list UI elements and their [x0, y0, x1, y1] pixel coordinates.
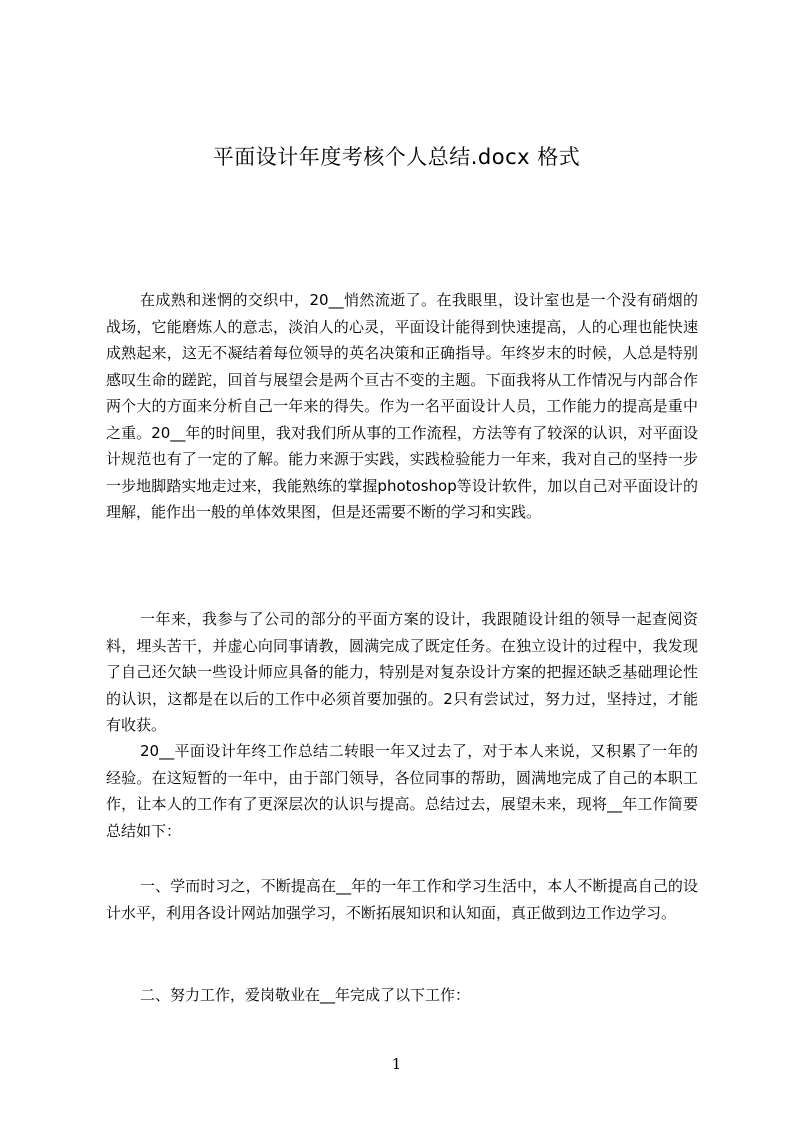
document-title: 平面设计年度考核个人总结.docx 格式 — [212, 145, 581, 169]
page-number: 1 — [391, 1055, 402, 1073]
paragraph-4: 一、学而时习之，不断提高在__年的一年工作和学习生活中，本人不断提高自己的设计水平，利用各设计网站加强学习，不断拓展知识和认知面，真正做到边工作边学习。 — [106, 877, 698, 922]
paragraph-3: 20__平面设计年终工作总结二转眼一年又过去了，对于本人来说，又积累了一年的经验。在这短暂的一年中，由于部门领导，各位同事的帮助，圆满地完成了自己的本职工作，让本人的工作有了更深层次的认识与提高。总结过去，展望未来，现将__年工作简要总结如下： — [106, 742, 698, 840]
paragraph-5: 二、努力工作，爱岗敬业在__年完成了以下工作： — [140, 986, 471, 1004]
paragraph-1: 在成熟和迷惘的交织中，20__悄然流逝了。在我眼里，设计室也是一个没有硝烟的战场，它能磨炼人的意志，淡泊人的心灵，平面设计能得到快速提高，人的心理也能快速成熟起来，这无不凝结着每位领导的英名决策和正确指导。年终岁末的时候，人总是特别感叹生命的蹉跎，回首与展望会是两个亘古不变的主题。下面我将从工作情况与内部合作两个大的方面来分析自己一年来的得失。作为一名平面设计人员，工作能力的提高是重中之重。20__年的时间里，我对我们所从事的工作流程，方法等有了较深的认识，对平面设计规范也有了一定的了解。能力来源于实践，实践检验能力一年来，我对自己的坚持一步一步地脚踏实地走过来，我能熟练的掌握photoshop等设计软件，加以自己对平面设计的理解，能作出一般的单体效果图，但是还需要不断的学习和实践。 — [106, 291, 698, 521]
paragraph-2: 一年来，我参与了公司的部分的平面方案的设计，我跟随设计组的领导一起查阅资料，埋头苦干，并虚心向同事请教，圆满完成了既定任务。在独立设计的过程中，我发现了自己还欠缺一些设计师应具备的能力，特别是对复杂设计方案的把握还缺乏基础理论性的认识，这都是在以后的工作中必须首要加强的。2只有尝试过，努力过，坚持过，才能有收获。 — [106, 610, 698, 734]
